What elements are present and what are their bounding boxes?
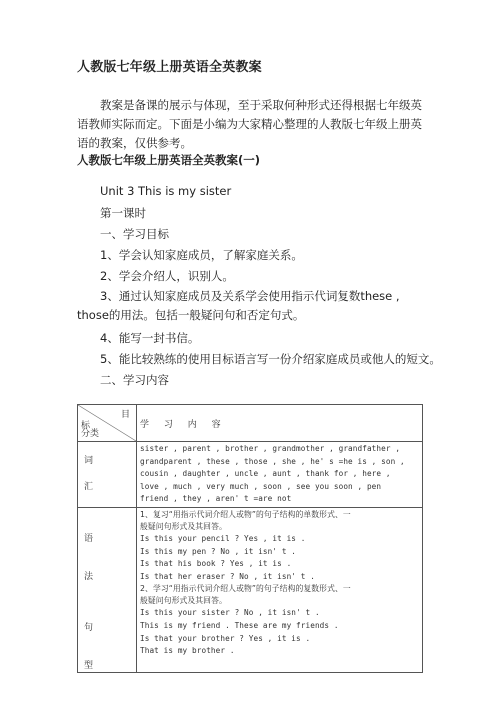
objective-item-wrapped: [77, 287, 422, 325]
grammar-point: 1、复习“用指示代词介绍人或物”的句子结构的单数形式、一: [140, 509, 351, 519]
example-sentence: Is this my pen ? No , it isn' t .: [140, 546, 297, 556]
grammar-content-cell: [137, 507, 423, 672]
grammar-label: 句: [84, 622, 94, 633]
table-corner-cell: [78, 405, 137, 442]
example-sentence: Is that your brother ? Yes , it is .: [140, 633, 311, 643]
grammar-point: 般疑问句形式及其回答。: [140, 521, 227, 531]
example-sentence: That is my brother .: [140, 646, 235, 656]
vocab-line: sister , parent , brother , grandmother , grandfather ,: [140, 444, 401, 453]
section-heading: 人教版七年级上册英语全英教案(一): [77, 153, 261, 167]
corner-label-top: 目: [120, 410, 130, 420]
objective-item: 5、能比较熟练的使用目标语言写一份介绍家庭成员或他人的短文。: [100, 352, 441, 366]
objectives-heading: 一、学习目标: [100, 227, 169, 241]
content-table: [77, 404, 423, 673]
grammar-category-cell: [78, 507, 137, 672]
grammar-point: 2、学习“用指示代词介绍人或物”的句子结构的复数形式、一: [140, 584, 351, 594]
table-header-content: 学 习 内 容: [137, 405, 423, 442]
vocab-category-cell: [78, 442, 137, 508]
corner-label-mid: 标: [81, 421, 91, 431]
vocab-line: cousin , daughter , uncle , aunt , thank for , here ,: [140, 469, 391, 479]
intro-paragraph: [77, 96, 422, 153]
grammar-label: 型: [84, 660, 94, 671]
corner-label-bottom: 分类: [81, 429, 100, 439]
vocab-line: friend , they , aren' t =are not: [140, 494, 292, 504]
content-heading: 二、学习内容: [100, 373, 169, 387]
example-sentence: Is that her eraser ? No , it isn' t .: [140, 571, 315, 581]
table-header-row: [78, 405, 423, 442]
vocab-line: grandparent , these , those , she , he' s =he is , son ,: [140, 456, 405, 466]
objective-item: 3、通过认知家庭成员及关系学会使用指示代词复数these , those的用法。包括一般疑问句和否定句式。: [77, 289, 400, 322]
example-sentence: Is this your sister ? No , it isn' t .: [140, 608, 320, 618]
vocab-content-cell: [137, 442, 423, 508]
example-sentence: Is that his book ? Yes , it is .: [140, 559, 292, 569]
example-sentence: This is my friend . These are my friends .: [140, 620, 339, 630]
vocab-label: 词: [84, 456, 94, 466]
vocab-label: 汇: [84, 482, 94, 492]
intro-text: 教案是备课的展示与体现，至于采取何种形式还得根据七年级英语教师实际而定。下面是小编为大家精心整理的人教版七年级上册英语的教案，仅供参考。: [77, 98, 422, 150]
vocab-line: love , much , very much , soon , see you soon , pen: [140, 481, 382, 491]
grammar-point: 般疑问句形式及其回答。: [140, 596, 227, 606]
table-row-grammar: [78, 507, 423, 672]
unit-title: Unit 3 This is my sister: [100, 184, 232, 198]
example-sentence: Is this your pencil ? Yes , it is .: [140, 533, 306, 543]
objective-item: 4、能写一封书信。: [100, 331, 200, 345]
grammar-label: 语: [84, 533, 94, 544]
grammar-label: 法: [84, 571, 94, 582]
lesson-label: 第一课时: [100, 206, 146, 220]
table-row-vocab: [78, 442, 423, 508]
document-title: 人教版七年级上册英语全英教案: [77, 60, 262, 75]
objective-item: 2、学会介绍人，识别人。: [100, 269, 234, 283]
objective-item: 1、学会认知家庭成员，了解家庭关系。: [100, 248, 303, 262]
